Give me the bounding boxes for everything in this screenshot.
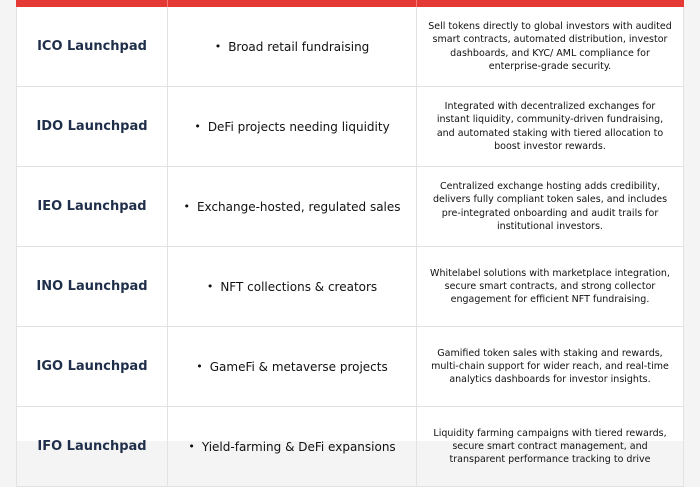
bullet-icon: • (196, 360, 203, 373)
bullet-icon: • (194, 120, 201, 133)
use-case-cell (168, 7, 417, 86)
use-case-text: Exchange-hosted, regulated sales (196, 199, 401, 214)
launchpad-name: ICO Launchpad (16, 7, 168, 86)
launchpad-name: IDO Launchpad (16, 87, 168, 166)
header-cell-description (417, 0, 684, 7)
use-case-text: Broad retail fundraising (228, 39, 370, 54)
table-row (16, 247, 684, 327)
header-cell-use-case (168, 0, 417, 7)
description-cell: Centralized exchange hosting adds credibility, delivers fully compliant token sales, and includes pre-integrated onboarding and audit trails for institutional investors. (417, 167, 684, 246)
header-cell-type (16, 0, 168, 7)
launchpad-name: INO Launchpad (16, 247, 168, 326)
table-row (16, 327, 684, 407)
table-row (16, 407, 684, 487)
use-case-text: Yield-farming & DeFi expansions (201, 439, 396, 454)
launchpad-name: IFO Launchpad (16, 407, 168, 486)
description-cell: Gamified token sales with staking and rewards, multi-chain support for wider reach, and real-time analytics dashboards for investor insights. (417, 327, 684, 406)
use-case-cell (168, 87, 417, 166)
use-case-cell (168, 167, 417, 246)
use-case-cell (168, 327, 417, 406)
table-row (16, 167, 684, 247)
use-case-text: GameFi & metaverse projects (209, 359, 388, 374)
table-header (16, 0, 684, 7)
use-case-cell (168, 407, 417, 486)
table-row (16, 7, 684, 87)
use-case-text: DeFi projects needing liquidity (207, 119, 390, 134)
description-cell: Whitelabel solutions with marketplace integration, secure smart contracts, and strong collector engagement for efficient NFT fundraising. (417, 247, 684, 326)
bullet-icon: • (183, 200, 190, 213)
description-cell: Sell tokens directly to global investors with audited smart contracts, automated distribution, investor dashboards, and KYC/ AML compliance for enterprise-grade security. (417, 7, 684, 86)
description-cell: Integrated with decentralized exchanges for instant liquidity, community-driven fundraising, and automated staking with tiered allocation to boost investor rewards. (417, 87, 684, 166)
bullet-icon: • (214, 40, 222, 53)
use-case-cell (168, 247, 417, 326)
launchpad-name: IGO Launchpad (16, 327, 168, 406)
bullet-icon: • (188, 440, 195, 453)
bullet-icon: • (206, 280, 214, 293)
description-cell: Liquidity farming campaigns with tiered rewards, secure smart contract management, and transparent performance tracking to drive (417, 407, 684, 486)
launchpad-comparison-table (16, 0, 684, 466)
launchpad-name: IEO Launchpad (16, 167, 168, 246)
use-case-text: NFT collections & creators (220, 279, 378, 294)
table-row (16, 87, 684, 167)
